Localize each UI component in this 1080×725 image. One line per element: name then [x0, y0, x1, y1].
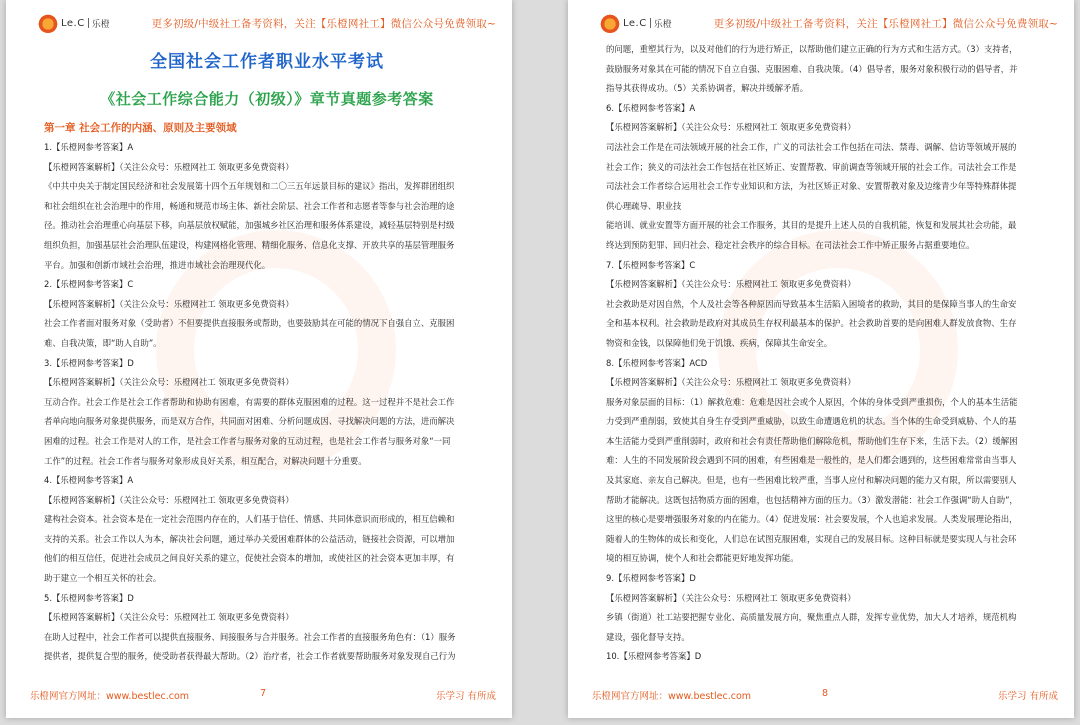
- page-footer: [592, 688, 1058, 702]
- footer-slogan: 乐学习 有所成: [997, 691, 1058, 702]
- text-line: 平台。加强和创新市域社会治理，推进市域社会治理现代化。: [44, 259, 271, 270]
- text-line: 【乐橙网答案解析】（关注公众号：乐橙网社工 领取更多免费资料）: [606, 592, 856, 603]
- logo-divider: [650, 18, 651, 28]
- text-line: 建设，强化督导支持。: [606, 631, 690, 642]
- logo-divider: [88, 18, 89, 28]
- text-line: 终达到预防犯罪、回归社会、稳定社会秩序的综合目标。在司法社会工作中矫正服务占据重要地位。: [606, 239, 975, 250]
- text-line: 司法社会工作是在司法领域开展的社会工作，广义的司法社会工作包括在司法、禁毒、调解、信访等领域开展的: [606, 141, 1017, 152]
- text-line: 【乐橙网答案解析】（关注公众号：乐橙网社工 领取更多免费资料）: [606, 377, 856, 388]
- text-line: 和社会组织在社会治理中的作用，畅通和规范市场主体、新社会阶层、社会工作者和志愿者等参与社会治理的途: [44, 200, 455, 211]
- text-line: 建构社会资本。社会资本是在一定社会范围内存在的，人们基于信任、情感、共同体意识而形成的，相互信赖和: [44, 514, 455, 525]
- page-header: [30, 10, 496, 38]
- text-line: 乡镇（街道）社工站要把握专业化、高质量发展方向，聚焦重点人群，发挥专业优势，加大人才培养，规范机构: [606, 612, 1017, 623]
- text-line: 5.【乐橙网参考答案】D: [44, 592, 134, 603]
- text-line: 7.【乐橙网参考答案】C: [606, 259, 696, 270]
- text-line: 在助人过程中，社会工作者可以提供直接服务、间接服务与合并服务。社会工作者的直接服务角色有：（1）服务: [44, 631, 456, 642]
- text-line: 物资和金钱，以保障他们免于饥饿、疾病，保障其生命安全。: [606, 337, 833, 348]
- text-line: 他们的相互信任，促进社会成员之间良好关系的建立，促使社会资本的增加，或使社区的社会资本更加丰厚，有: [44, 553, 455, 564]
- text-line: 8.【乐橙网参考答案】ACD: [606, 357, 708, 368]
- text-line: 【乐橙网答案解析】（关注公众号：乐橙网社工 领取更多免费资料）: [606, 122, 856, 133]
- page-footer: [30, 688, 496, 702]
- page-content: [606, 40, 1052, 667]
- text-line: 鼓励服务对象其在可能的情况下自立自强、克服困难、自我决策。（4）倡导者，服务对象积极行动的倡导者，并: [606, 63, 1018, 74]
- footer-website: 乐橙网官方网址：www.bestlec.com: [592, 691, 752, 702]
- text-line: 境的相互协调，使个人和社会都能更好地发挥功能。: [606, 553, 799, 564]
- text-line: 支持的关系。社会工作以人为本，解决社会问题，通过举办关爱困难群体的公益活动，链接社会资源，可以增加: [44, 533, 455, 544]
- text-line: 工作”的过程。社会工作者与服务对象形成良好关系，相互配合，对解决问题十分重要。: [44, 455, 367, 466]
- text-line: 助于建立一个相互关怀的社会。: [44, 573, 162, 584]
- text-line: 随着人的生物体的成长和变化，人们总在试图克服困难，实现自己的发展目标。这种目标就是要实现人与社会环: [606, 533, 1017, 544]
- text-line: 难：人生的不同发展阶段会遇到不同的困难，有些困难是一般性的，是人们都会遇到的，这些困难常常由当事人: [606, 455, 1017, 466]
- text-line: 指导其获得成功。（5）关系协调者，解决并缓解矛盾。: [606, 83, 809, 94]
- text-line: 【乐橙网答案解析】（关注公众号：乐橙网社工 领取更多免费资料）: [44, 377, 294, 388]
- text-line: 4.【乐橙网参考答案】A: [44, 475, 134, 486]
- logo-chinese: 乐橙: [91, 19, 110, 30]
- text-line: 互动合作。社会工作是社会工作者帮助和协助有困难，有需要的群体克服困难的过程。这一过程并不是社会工作: [44, 396, 455, 407]
- text-line: 者单向地向服务对象提供服务，而是双方合作，共同面对困难、分析问题成因、寻找解决问题的方法，进而解决: [44, 416, 455, 427]
- text-line: 9.【乐橙网参考答案】D: [606, 573, 696, 584]
- document-page-left: [6, 0, 512, 718]
- page-content: [44, 42, 490, 667]
- text-line: 《中共中央关于制定国民经济和社会发展第十四个五年规划和二〇三五年远景目标的建议》指出，发挥群团组织: [44, 181, 455, 192]
- text-line: 【乐橙网答案解析】（关注公众号：乐橙网社工 领取更多免费资料）: [606, 279, 856, 290]
- logo-latin: Le.C: [61, 17, 85, 29]
- header-promo-text: 更多初级/中级社工备考资料，关注【乐橙网社工】微信公众号免费领取~: [151, 18, 496, 30]
- text-line: 社会工作者面对服务对象（受助者）不但要提供直接服务或帮助，也要鼓励其在可能的情况下自强自立、克服困: [44, 318, 455, 329]
- text-line: 帮助才能解决。这既包括物质方面的困难，也包括精神方面的压力。（3）激发潜能：社会工作强调“助人自助”，: [606, 494, 1018, 505]
- text-line: 难、自我决策，即“助人自助”。: [44, 337, 162, 348]
- text-line: 司法社会工作者综合运用社会工作专业知识和方法，为社区矫正对象、安置帮教对象及边缘青少年等特殊群体提: [606, 181, 1017, 192]
- text-line: 6.【乐橙网参考答案】A: [606, 102, 696, 113]
- text-line: 1.【乐橙网参考答案】A: [44, 142, 134, 152]
- page-number: 8: [821, 688, 829, 699]
- text-line: 的问题，重塑其行为，以及对他们的行为进行矫正，以帮助他们建立正确的行为方式和生活方式。（3）支持者，: [606, 44, 1018, 54]
- logo-chinese: 乐橙: [653, 19, 672, 30]
- text-line: 【乐橙网答案解析】（关注公众号：乐橙网社工 领取更多免费资料）: [44, 298, 294, 309]
- orange-logo-icon: [38, 13, 58, 33]
- text-line: 服务对象层面的目标：（1）解救危难：危难是因社会或个人原因，个体的身体受到严重损伤，个人的基本生活能: [606, 396, 1018, 407]
- text-line: 【乐橙网答案解析】（关注公众号：乐橙网社工 领取更多免费资料）: [44, 161, 294, 172]
- lecheng-logo: [600, 10, 680, 36]
- text-line: 3.【乐橙网参考答案】D: [44, 357, 134, 368]
- text-line: 能培训、就业安置等方面开展的社会工作服务，其目的是提升上述人员的自我机能，恢复和发展其社会功能，最: [606, 220, 1017, 231]
- footer-website: 乐橙网官方网址：www.bestlec.com: [30, 691, 190, 702]
- answer-text-block: [44, 138, 490, 667]
- text-line: 供心理疏导、职业技: [606, 200, 682, 211]
- document-page-right: [568, 0, 1074, 718]
- text-line: 本生活能力受到严重削弱时，政府和社会有责任帮助他们解除危机，帮助他们生存下来，生活下去。（2）缓解困: [606, 435, 1018, 446]
- page-number: 7: [259, 688, 267, 699]
- text-line: 提供者，提供复合型的服务，使受助者获得最大帮助。（2）治疗者，社会工作者就要帮助服务对象发现自己行为: [44, 651, 456, 662]
- text-line: 【乐橙网答案解析】（关注公众号：乐橙网社工 领取更多免费资料）: [44, 612, 294, 623]
- text-line: 社会救助是对因自然，个人及社会等各种原因而导致基本生活陷入困境者的救助，其目的是保障当事人的生命安: [606, 298, 1017, 309]
- page-header: [592, 10, 1058, 38]
- logo-latin: Le.C: [623, 17, 647, 29]
- text-line: 这里的核心是要增强服务对象的内在能力。（4）促进发展：社会要发展，个人也追求发展。人类发展理论指出，: [606, 514, 1018, 525]
- text-line: 及其家庭、亲友自己解决。但是，也有一些困难比较严重，当事人应付和解决问题的能力又有限，所以需要别人: [606, 475, 1017, 486]
- lecheng-logo: [38, 10, 118, 36]
- text-line: 径。推动社会治理重心向基层下移，向基层放权赋能，加强城乡社区治理和服务体系建设，减轻基层特别是村级: [44, 220, 455, 231]
- document-title: 全国社会工作者职业水平考试: [150, 52, 384, 72]
- text-line: 社会工作；狭义的司法社会工作包括在社区矫正、安置帮教、审前调查等领域开展的社会工作。司法社会工作是: [606, 161, 1017, 172]
- text-line: 2.【乐橙网参考答案】C: [44, 279, 134, 290]
- chapter-heading: 第一章 社会工作的内涵、原则及主要领域: [44, 122, 237, 134]
- footer-slogan: 乐学习 有所成: [435, 691, 496, 702]
- text-line: 10.【乐橙网参考答案】D: [606, 651, 702, 662]
- text-line: 【乐橙网答案解析】（关注公众号：乐橙网社工 领取更多免费资料）: [44, 494, 294, 505]
- text-line: 全和基本权利。社会救助是政府对其成员生存权利最基本的保护。社会救助首要的是向困难人群发放食物、生存: [606, 318, 1017, 329]
- document-subtitle: 《社会工作综合能力（初级）》章节真题参考答案: [100, 90, 434, 108]
- text-line: 力受到严重削弱，致使其自身生存受到严重威胁，以致生命遭遇危机的状态。当个体的生命受到威胁、个人的基: [606, 416, 1017, 427]
- answer-text-block: [606, 40, 1052, 667]
- text-line: 困难的过程。社会工作是对人的工作，是社会工作者与服务对象的互动过程，也是社会工作者与服务对象“一同: [44, 435, 451, 446]
- text-line: 组织负担，加强基层社会治理队伍建设，构建网格化管理、精细化服务、信息化支撑、开放共享的基层管理服务: [44, 239, 455, 250]
- header-promo-text: 更多初级/中级社工备考资料，关注【乐橙网社工】微信公众号免费领取~: [713, 18, 1058, 30]
- orange-logo-icon: [600, 13, 620, 33]
